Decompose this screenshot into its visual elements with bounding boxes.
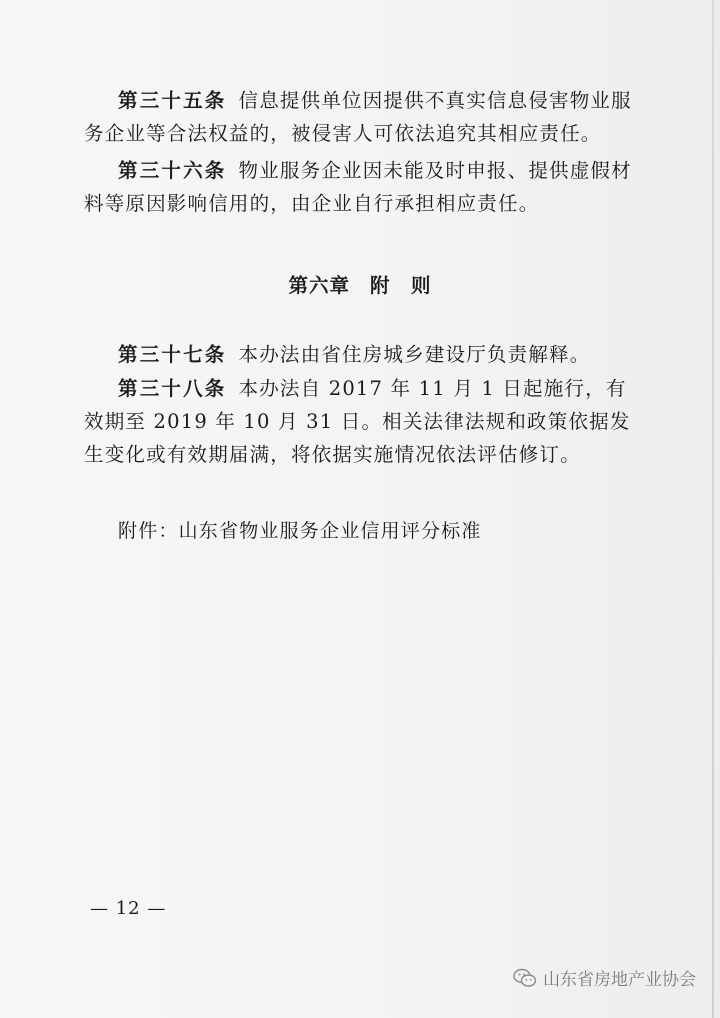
chapter-number: 第六章 bbox=[288, 274, 350, 297]
article-38 bbox=[84, 372, 632, 471]
chapter-heading bbox=[0, 270, 720, 298]
attachment-line: 附件：山东省物业服务企业信用评分标准 bbox=[118, 520, 482, 542]
page-number: — 12 — bbox=[90, 898, 167, 919]
page-edge bbox=[712, 0, 714, 1018]
article-37 bbox=[84, 338, 632, 371]
watermark-text: 山东省房地产业协会 bbox=[543, 970, 696, 990]
article-35 bbox=[84, 84, 632, 150]
watermark bbox=[513, 965, 696, 990]
article-lead: 第三十五条 bbox=[118, 89, 227, 112]
article-text: 本办法自 2017 年 11 月 1 日起施行，有效期至 2019 年 10 月 31 日。相关法律法规和政策依据发生变化或有效期届满，将依据实施情况依法评估修订。 bbox=[84, 377, 631, 466]
chapter-title: 附 则 bbox=[370, 274, 432, 297]
article-text: 本办法由省住房城乡建设厅负责解释。 bbox=[238, 343, 591, 366]
article-36 bbox=[84, 154, 632, 220]
article-lead: 第三十六条 bbox=[118, 159, 227, 182]
article-lead: 第三十七条 bbox=[118, 343, 227, 366]
article-text: 物业服务企业因未能及时申报、提供虚假材料等原因影响信用的，由企业自行承担相应责任。 bbox=[84, 159, 632, 215]
wechat-icon bbox=[513, 968, 537, 988]
article-text: 信息提供单位因提供不真实信息侵害物业服务企业等合法权益的，被侵害人可依法追究其相应责任。 bbox=[84, 89, 632, 145]
article-lead: 第三十八条 bbox=[118, 377, 227, 400]
